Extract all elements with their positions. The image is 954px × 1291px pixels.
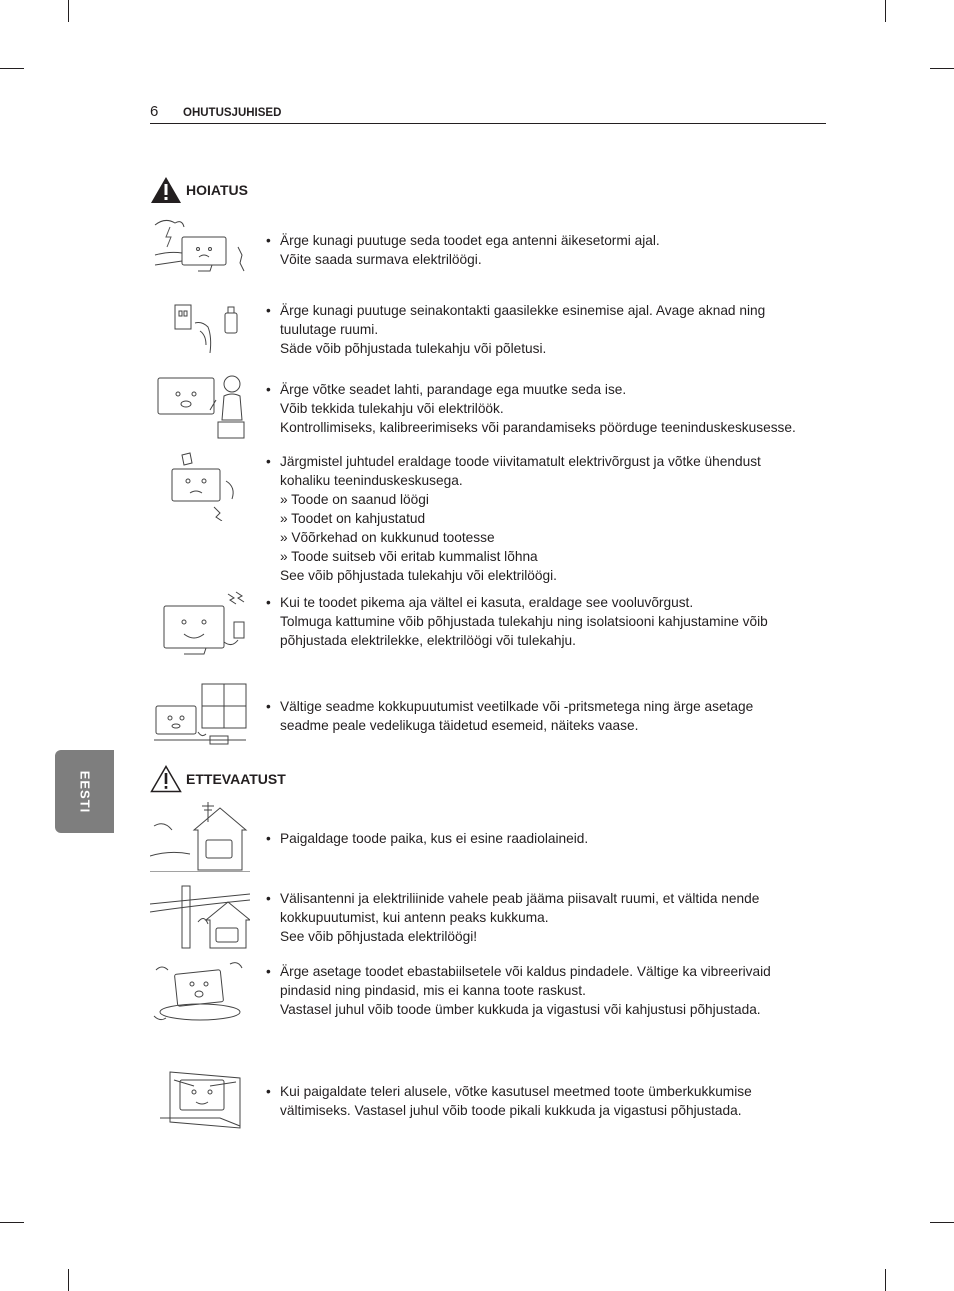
bullet-dot: • [266, 891, 271, 906]
crop-mark [885, 0, 886, 22]
caution-triangle-icon [150, 765, 182, 793]
item-line: Kontrollimiseks, kalibreerimiseks või parandamiseks pöörduge teeninduskeskusesse. [280, 420, 796, 435]
bullet-dot: • [266, 699, 271, 714]
item-line: » Toodet on kahjustatud [280, 511, 426, 526]
item-line: » Võõrkehad on kukkunud tootesse [280, 530, 495, 545]
bullet-dot: • [266, 382, 271, 397]
item-line: Kui te toodet pikema aja vältel ei kasuta, eraldage see vooluvõrgust. [280, 595, 694, 610]
item-line: vältimiseks. Vastasel juhul võib toode pikali kukkuda ja vigastusi põhjustada. [280, 1103, 742, 1118]
damaged-tv-illustration [150, 451, 250, 521]
bullet-dot: • [266, 595, 271, 610]
caution-item-4 [266, 1082, 826, 1120]
warning-triangle-icon [150, 176, 182, 204]
item-line: põhjustada elektrilekke, elektrilöögi või tulekahju. [280, 633, 576, 648]
caution-title: ETTEVAATUST [186, 771, 286, 787]
item-line: Vältige seadme kokkupuutumist veetilkade või -pritsmetega ning ärge asetage [280, 699, 754, 714]
gas-leak-socket-illustration [150, 293, 250, 361]
item-line: Tolmuga kattumine võib põhjustada tulekahju ning isolatsiooni kahjustamine võib [280, 614, 768, 629]
lightning-storm-illustration [150, 215, 250, 277]
item-line: Ärge kunagi puutuge seinakontakti gaasilekke esinemise ajal. Avage aknad ning [280, 303, 766, 318]
warning-item-3 [266, 380, 826, 437]
caution-item-3 [266, 962, 826, 1019]
warning-item-6 [266, 697, 826, 735]
antenna-power-line-illustration [150, 882, 250, 952]
item-line: tuulutage ruumi. [280, 322, 379, 337]
item-line: See võib põhjustada tulekahju või elektrilöögi. [280, 568, 557, 583]
language-tab [55, 750, 114, 833]
crop-mark [930, 1222, 954, 1223]
item-line: Võib tekkida tulekahju või elektrilöök. [280, 401, 504, 416]
item-line: Kui paigaldate teleri alusele, võtke kasutusel meetmed toote ümberkukkumise [280, 1084, 752, 1099]
caution-item-2 [266, 889, 826, 946]
tv-stand-illustration [150, 1062, 250, 1134]
water-splash-illustration [150, 680, 250, 752]
crop-mark [0, 68, 24, 69]
item-line: Välisantenni ja elektriliinide vahele peab jääma piisavalt ruumi, et vältida nende [280, 891, 760, 906]
bullet-dot: • [266, 1084, 271, 1099]
crop-mark [930, 68, 954, 69]
warning-item-5 [266, 593, 826, 650]
item-line: Säde võib põhjustada tulekahju või põletusi. [280, 341, 547, 356]
item-line: Ärge kunagi puutuge seda toodet ega antenni äikesetormi ajal. [280, 233, 660, 248]
unplug-tv-illustration [150, 590, 250, 660]
item-line: Vastasel juhul võib toode ümber kukkuda ja vigastusi või kahjustusi põhjustada. [280, 1002, 761, 1017]
item-line: Võite saada surmava elektrilöögi. [280, 252, 482, 267]
item-line: pindasid ning pindasid, mis ei kanna toote raskust. [280, 983, 586, 998]
warning-item-1 [266, 231, 826, 269]
bullet-dot: • [266, 303, 271, 318]
item-line: Järgmistel juhtudel eraldage toode viivitamatult elektrivõrgust ja võtke ühendust [280, 454, 761, 469]
item-line: Ärge asetage toodet ebastabiilsetele või kaldus pindadele. Vältige ka vibreerivaid [280, 964, 771, 979]
caution-item-1 [266, 829, 826, 848]
language-tab-label: EESTI [77, 770, 92, 813]
crop-mark [885, 1269, 886, 1291]
page-number: 6 [150, 103, 159, 120]
item-line: seadme peale vedelikuga täidetud esemeid, näiteks vaase. [280, 718, 639, 733]
warning-title: HOIATUS [186, 182, 248, 198]
bullet-dot: • [266, 233, 271, 248]
bullet-dot: • [266, 831, 271, 846]
page-header [150, 103, 826, 124]
bullet-dot: • [266, 964, 271, 979]
item-line: Ärge võtke seadet lahti, parandage ega muutke seda ise. [280, 382, 627, 397]
item-line: kokkupuutumist, kui antenn peaks kukkuma. [280, 910, 549, 925]
item-line: » Toode suitseb või eritab kummalist lõhna [280, 549, 538, 564]
crop-mark [0, 1222, 24, 1223]
bullet-dot: • [266, 454, 271, 469]
disassemble-tv-illustration [150, 370, 250, 442]
item-line: See võib põhjustada elektrilöögi! [280, 929, 478, 944]
crop-mark [68, 0, 69, 22]
warning-item-4 [266, 452, 826, 585]
item-line: Paigaldage toode paika, kus ei esine raadiolaineid. [280, 831, 589, 846]
unstable-surface-illustration [150, 956, 250, 1028]
item-line: kohaliku teeninduskeskusega. [280, 473, 463, 488]
warning-item-2 [266, 301, 826, 358]
section-title: OHUTUSJUHISED [183, 107, 282, 119]
crop-mark [68, 1269, 69, 1291]
item-line: » Toode on saanud löögi [280, 492, 429, 507]
antenna-house-illustration [150, 800, 250, 872]
